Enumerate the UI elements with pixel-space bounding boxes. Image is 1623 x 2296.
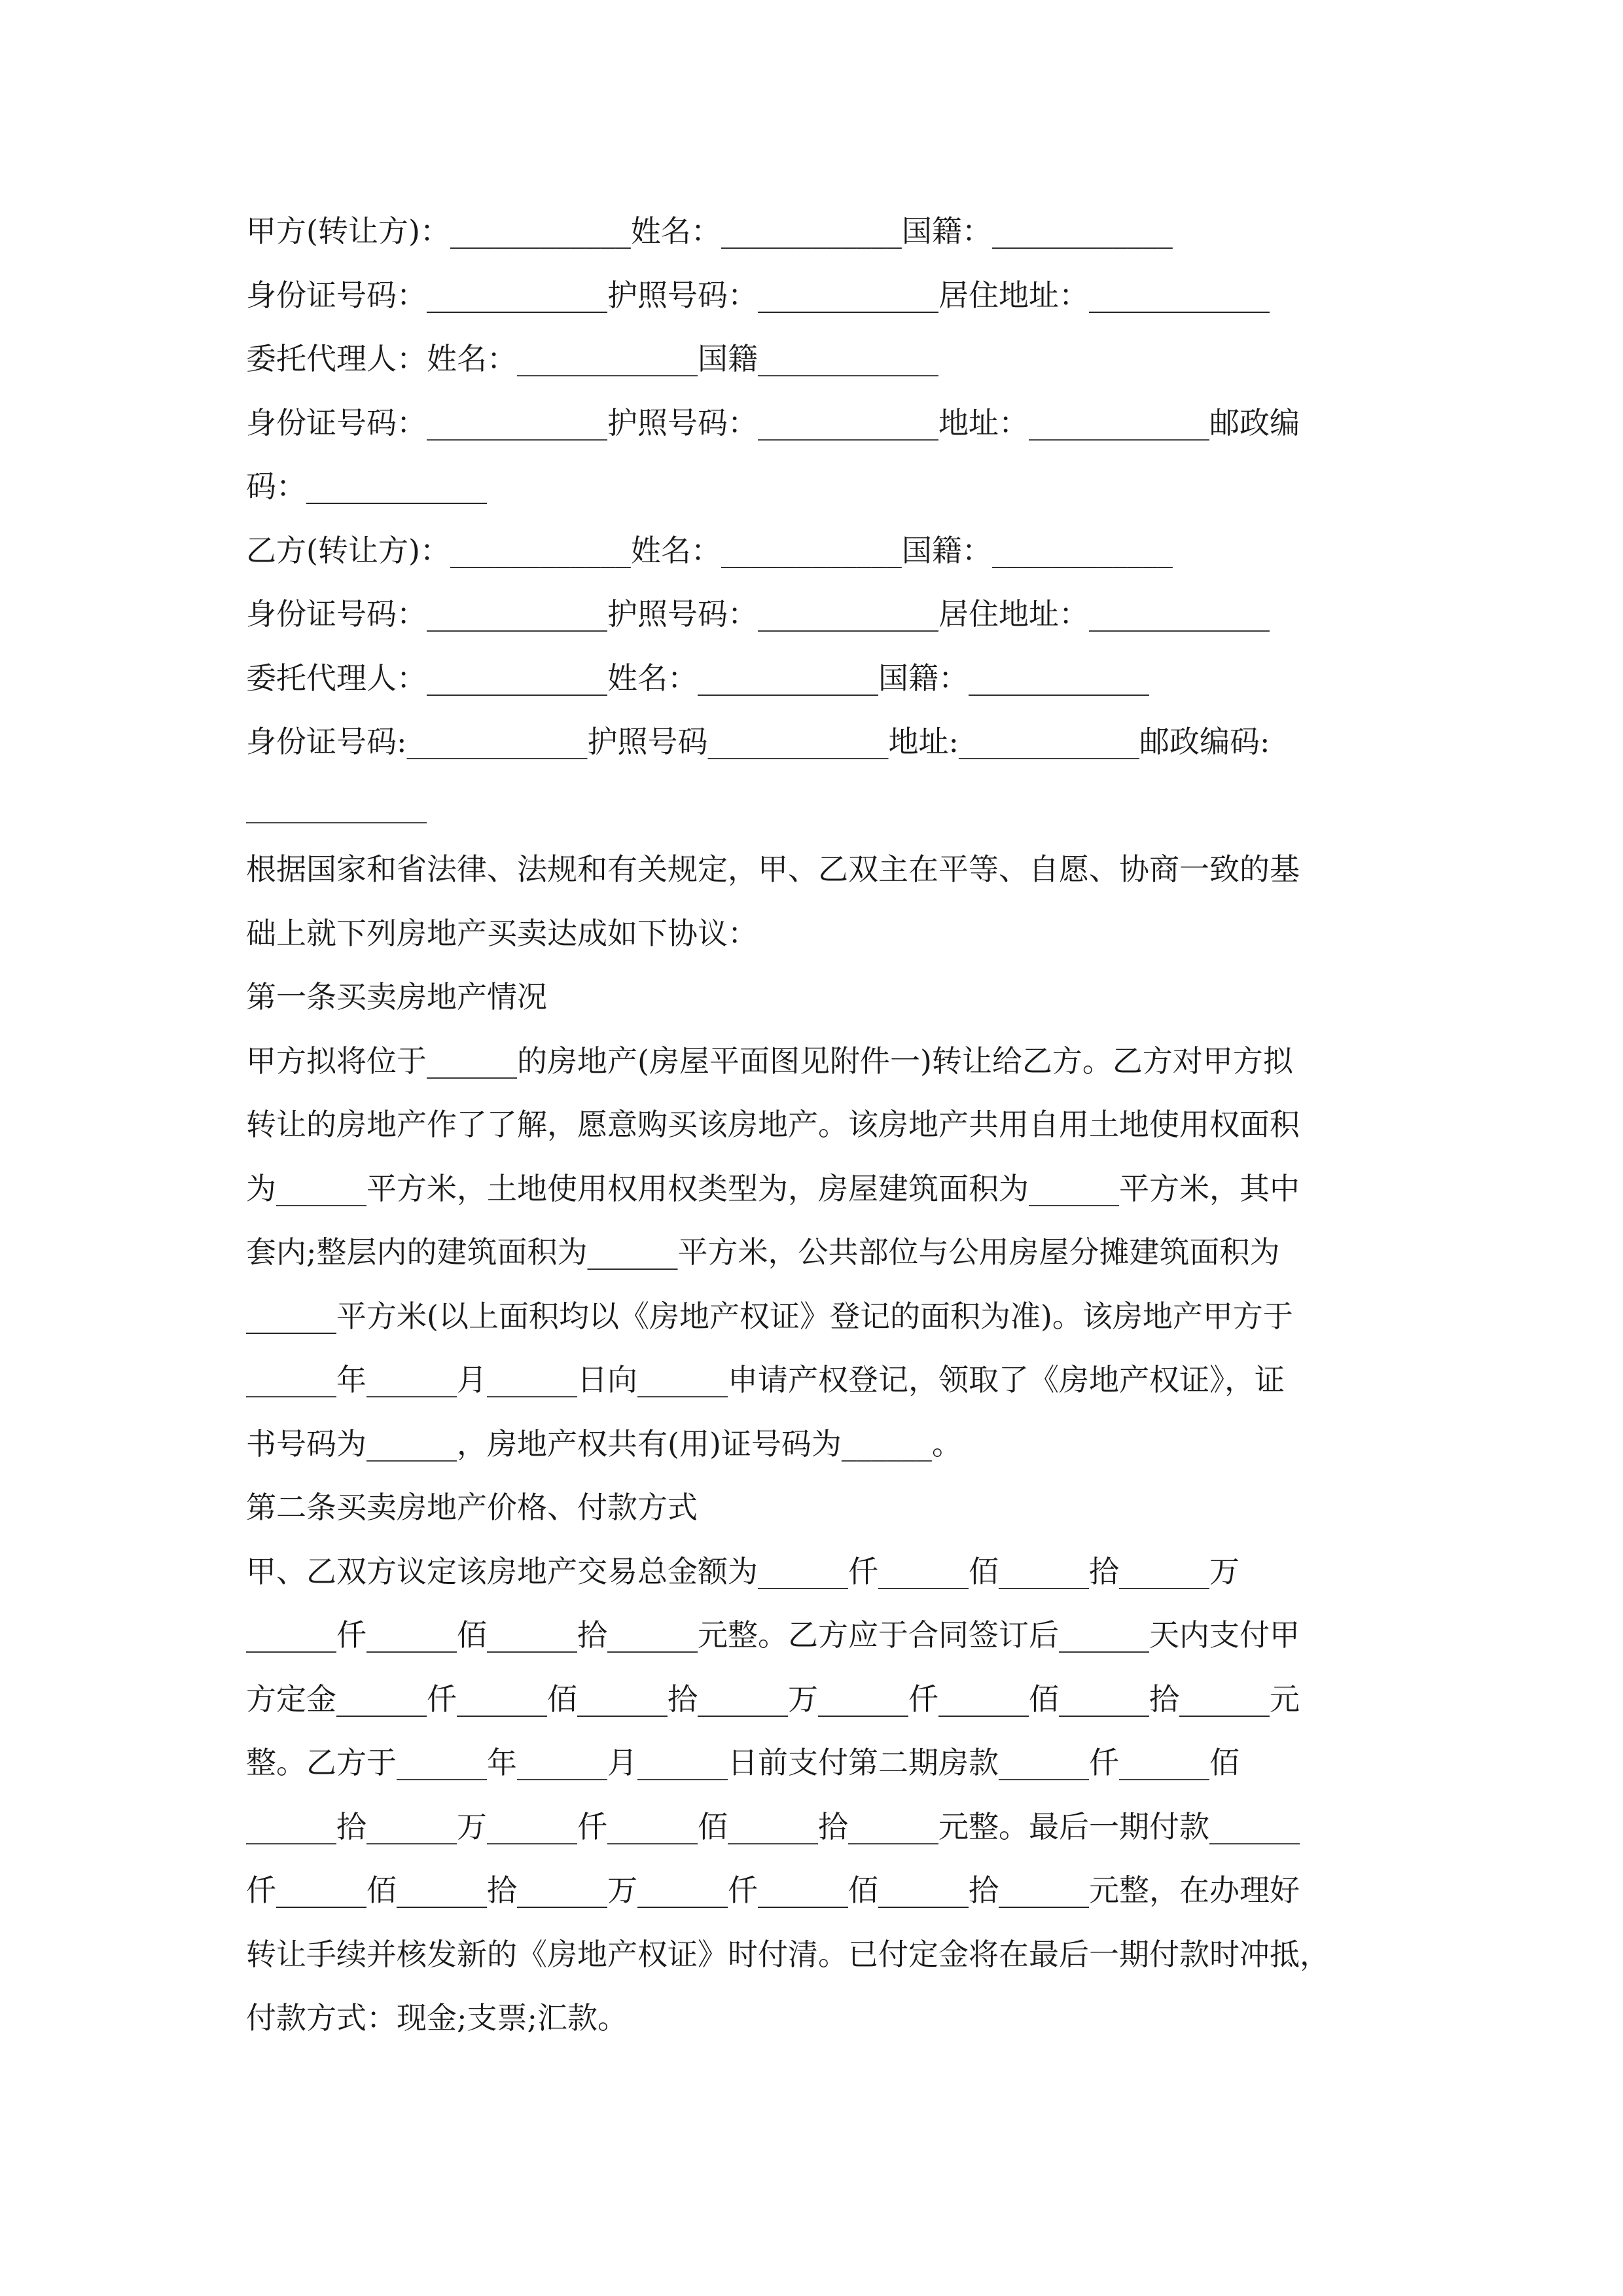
article-1-line-7: 书号码为______，房地产权共有(用)证号码为______。 — [246, 1426, 962, 1462]
party-b-line-5: ____________ — [246, 787, 427, 823]
article-1-line-3: 为______平方米，土地使用权用权类型为，房屋建筑面积为______平方米，其中 — [246, 1170, 1300, 1206]
party-b-line-1: 乙方(转让方)：____________姓名：____________国籍：____________ — [246, 532, 1173, 568]
article-1-line-5: ______平方米(以上面积均以《房地产权证》登记的面积为准)。该房地产甲方于 — [246, 1298, 1293, 1334]
article-2-line-3: 方定金______仟______佰______拾______万______仟______佰______拾______元 — [246, 1681, 1300, 1717]
party-a-line-1: 甲方(转让方)：____________姓名：____________国籍：____________ — [246, 213, 1173, 249]
preamble-line-1: 根据国家和省法律、法规和有关规定，甲、乙双主在平等、自愿、协商一致的基 — [246, 852, 1300, 887]
article-1-title: 第一条买卖房地产情况 — [246, 979, 547, 1014]
party-b-line-4: 身份证号码:____________护照号码____________地址:____________邮政编码: — [246, 724, 1270, 759]
article-2-line-1: 甲、乙双方议定该房地产交易总金额为______仟______佰______拾______万 — [246, 1553, 1240, 1589]
party-b-line-3: 委托代理人：____________姓名：____________国籍：____________ — [246, 660, 1149, 696]
article-1-line-6: ______年______月______日向______申请产权登记，领取了《房地产权证》，证 — [246, 1362, 1285, 1397]
article-2-title: 第二条买卖房地产价格、付款方式 — [246, 1490, 698, 1525]
article-2-line-4: 整。乙方于______年______月______日前支付第二期房款______仟______佰 — [246, 1745, 1240, 1780]
article-2-line-8: 付款方式：现金;支票;汇款。 — [246, 2000, 628, 2036]
article-1-line-4: 套内;整层内的建筑面积为______平方米，公共部位与公用房屋分摊建筑面积为 — [246, 1234, 1280, 1270]
article-2-line-2: ______仟______佰______拾______元整。乙方应于合同签订后______天内支付甲 — [246, 1617, 1300, 1653]
party-a-line-2: 身份证号码：____________护照号码：____________居住地址：____________ — [246, 277, 1270, 313]
preamble-line-2: 础上就下列房地产买卖达成如下协议： — [246, 915, 758, 951]
article-1-line-1: 甲方拟将位于______的房地产(房屋平面图见附件一)转让给乙方。乙方对甲方拟 — [246, 1043, 1293, 1079]
article-2-line-7: 转让手续并核发新的《房地产权证》时付清。已付定金将在最后一期付款时冲抵， — [246, 1936, 1330, 1972]
party-b-line-2: 身份证号码：____________护照号码：____________居住地址：____________ — [246, 596, 1270, 632]
article-1-line-2: 转让的房地产作了了解，愿意购买该房地产。该房地产共用自用土地使用权面积 — [246, 1107, 1300, 1142]
contract-body — [246, 200, 1385, 2051]
article-2-line-5: ______拾______万______仟______佰______拾______元整。最后一期付款______ — [246, 1808, 1300, 1844]
party-a-line-5: 码：____________ — [246, 469, 487, 504]
party-a-line-3: 委托代理人：姓名：____________国籍____________ — [246, 341, 938, 376]
article-2-line-6: 仟______佰______拾______万______仟______佰______拾______元整，在办理好 — [246, 1873, 1300, 1908]
party-a-line-4: 身份证号码：____________护照号码：____________地址：____________邮政编 — [246, 404, 1300, 440]
